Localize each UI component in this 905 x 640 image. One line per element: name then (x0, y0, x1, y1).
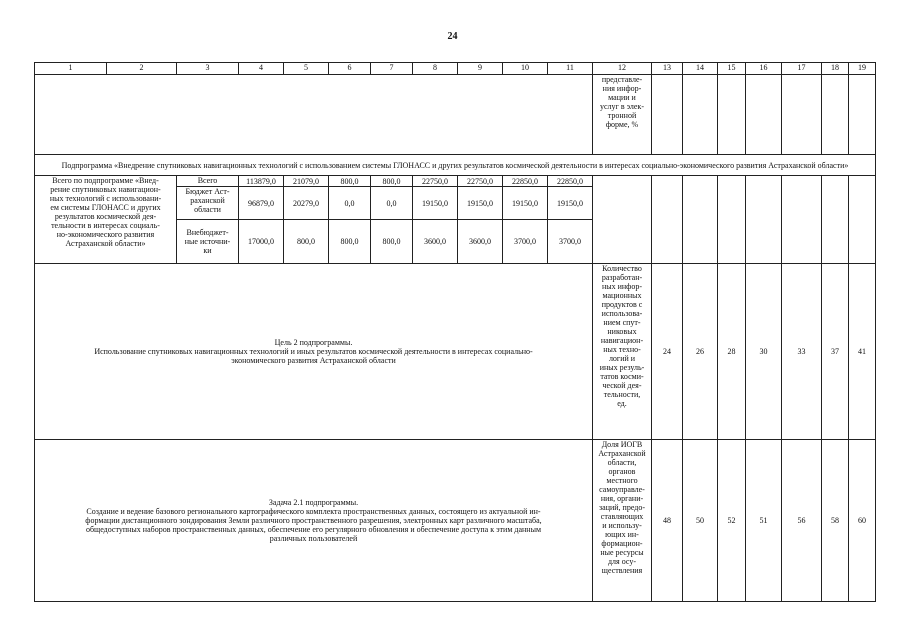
col-header-9: 9 (458, 63, 503, 75)
goal-value: 41 (849, 264, 876, 440)
col-header-7: 7 (371, 63, 413, 75)
task-value: 52 (718, 440, 746, 602)
task-indicator: Доля ИОГВ Астраханской области, органов местного самоуправле- ния, органи- заций, предо- ставляющих и использу- ющих ин- формацион- ные ресурсы для осу- ществления (593, 440, 652, 602)
total-value: 22750,0 (413, 176, 458, 187)
goal-indicator: Количество разработан- ных инфор- мационных продуктов с использова- нием спут- никовых навигацион- ных техно- логий и иных резуль- татов косми- ческой дея- тельности, ед. (593, 264, 652, 440)
col-header-16: 16 (746, 63, 782, 75)
task-value: 50 (683, 440, 718, 602)
subprogram-title: Подпрограмма «Внедрение спутниковых навигационных технологий с использованием системы ГЛОНАСС и других результатов космической деятельности в интересах социально-экономического развития Астраханской области» (35, 155, 876, 176)
budget-value: 19150,0 (413, 187, 458, 220)
goal-value: 30 (746, 264, 782, 440)
task-value: 58 (822, 440, 849, 602)
continuation-indicator: представле- ния инфор- мации и услуг в элек- тронной форме, % (593, 75, 652, 155)
total-value: 800,0 (329, 176, 371, 187)
goal-value: 33 (782, 264, 822, 440)
source-total: Всего (177, 176, 239, 187)
col-header-6: 6 (329, 63, 371, 75)
col-header-14: 14 (683, 63, 718, 75)
total-row-all (35, 176, 876, 187)
col-header-18: 18 (822, 63, 849, 75)
total-value: 21079,0 (284, 176, 329, 187)
source-extrabudget: Внебюджет- ные источни- ки (177, 220, 239, 264)
budget-value: 20279,0 (284, 187, 329, 220)
subprogram-title-row (35, 155, 876, 176)
continuation-empty-cell (35, 75, 593, 155)
col-header-4: 4 (239, 63, 284, 75)
extrabudget-value: 3700,0 (548, 220, 593, 264)
col-header-5: 5 (284, 63, 329, 75)
budget-value: 19150,0 (548, 187, 593, 220)
col-header-11: 11 (548, 63, 593, 75)
col-header-8: 8 (413, 63, 458, 75)
budget-value: 0,0 (371, 187, 413, 220)
budget-value: 96879,0 (239, 187, 284, 220)
task-value: 60 (849, 440, 876, 602)
total-value: 22750,0 (458, 176, 503, 187)
task-value: 51 (746, 440, 782, 602)
extrabudget-value: 800,0 (329, 220, 371, 264)
extrabudget-value: 3700,0 (503, 220, 548, 264)
continuation-row (35, 75, 876, 155)
goal-value: 24 (652, 264, 683, 440)
total-value: 22850,0 (503, 176, 548, 187)
col-header-10: 10 (503, 63, 548, 75)
col-header-1: 1 (35, 63, 107, 75)
task-value: 56 (782, 440, 822, 602)
extrabudget-value: 17000,0 (239, 220, 284, 264)
goal-text: Цель 2 подпрограммы. Использование спутниковых навигационных технологий и иных результатов космической деятельности в интересах социально- экономического развития Астраханской области (35, 264, 593, 440)
source-budget: Бюджет Аст- раханской области (177, 187, 239, 220)
extrabudget-value: 3600,0 (458, 220, 503, 264)
goal-value: 28 (718, 264, 746, 440)
column-number-row (35, 63, 876, 75)
total-label: Всего по подпрограмме «Внед- рение спутниковых навигацион- ных технологий с использовани- ем системы ГЛОНАСС и других результатов космической дея- тельности в интересах социаль- но-экономического развития Астраханской области» (35, 176, 177, 264)
total-value: 800,0 (371, 176, 413, 187)
col-header-3: 3 (177, 63, 239, 75)
total-value: 22850,0 (548, 176, 593, 187)
goal-value: 26 (683, 264, 718, 440)
goal-value: 37 (822, 264, 849, 440)
extrabudget-value: 800,0 (284, 220, 329, 264)
budget-value: 19150,0 (503, 187, 548, 220)
page-number: 24 (447, 31, 458, 42)
total-value: 113879,0 (239, 176, 284, 187)
budget-value: 19150,0 (458, 187, 503, 220)
col-header-15: 15 (718, 63, 746, 75)
goal-row (35, 264, 876, 440)
extrabudget-value: 800,0 (371, 220, 413, 264)
task-value: 48 (652, 440, 683, 602)
task-text: Задача 2.1 подпрограммы. Создание и ведение базового регионального картографического комплекта пространственных данных, состоящего из актуальной ин- формации дистанционного зондирования Земли различного пространственного разрешения, электронных карт различного масштаба, общедоступных наборов пространственных данных, обеспечение его регулярного обновления и обеспечение доступа к этим данным различных пользователей (35, 440, 593, 602)
indicators-table (34, 62, 876, 602)
col-header-19: 19 (849, 63, 876, 75)
col-header-13: 13 (652, 63, 683, 75)
task-row (35, 440, 876, 602)
extrabudget-value: 3600,0 (413, 220, 458, 264)
budget-value: 0,0 (329, 187, 371, 220)
col-header-12: 12 (593, 63, 652, 75)
col-header-2: 2 (107, 63, 177, 75)
col-header-17: 17 (782, 63, 822, 75)
